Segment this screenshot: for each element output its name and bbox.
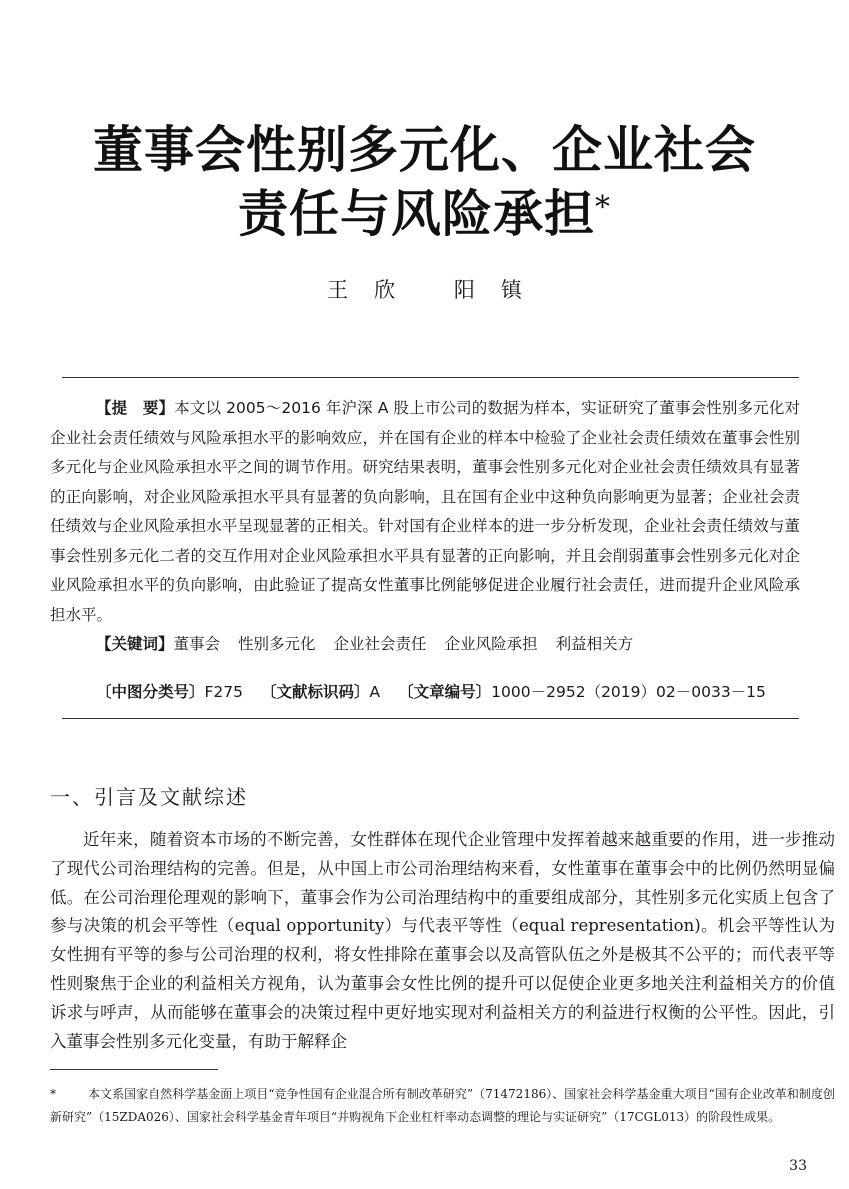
title-line-2-text: 责任与风险承担 (238, 184, 595, 243)
body-text (50, 826, 835, 1056)
abstract-label: 【提 要】 (96, 399, 175, 417)
page-number: 33 (789, 1158, 807, 1174)
keyword: 企业风险承担 (444, 635, 538, 653)
keyword: 性别多元化 (238, 635, 316, 653)
article-no-label: 〔文章编号〕 (398, 683, 492, 701)
abstract-paragraph (50, 394, 800, 630)
keyword: 企业社会责任 (333, 635, 427, 653)
doc-code-label: 〔文献标识码〕 (261, 683, 370, 701)
title-line-1: 董事会性别多元化、企业社会 (93, 120, 756, 179)
footnote-text: 本文系国家自然科学基金面上项目“竞争性国有企业混合所有制改革研究”（71472186）、国家社会科学基金重大项目“国有企业改革和制度创新研究”（15ZDA026）、国家社会科学基金青年项目“并购视角下企业杠杆率动态调整的理论与实证研究”（17CGL013）的阶段性成果。 (50, 1087, 835, 1124)
bottom-divider (62, 718, 799, 719)
abstract-block (50, 394, 800, 660)
top-divider (62, 377, 799, 378)
authors: 王欣 阳镇 (327, 278, 548, 302)
classification-line (96, 680, 766, 702)
footnote-divider (50, 1069, 218, 1070)
keyword: 董事会 (173, 635, 221, 653)
abstract-text: 本文以 2005～2016 年沪深 A 股上市公司的数据为样本，实证研究了董事会性别多元化对企业社会责任绩效与风险承担水平的影响效应，并在国有企业的样本中检验了企业社会责任绩效在董事会性别多元化与企业风险承担水平之间的调节作用。研究结果表明，董事会性别多元化对企业社会责任绩效具有显著的正向影响，对企业风险承担水平具有显著的负向影响，且在国有企业中这种负向影响更为显著；企业社会责任绩效与企业风险承担水平呈现显著的正相关。针对国有企业样本的进一步分析发现，企业社会责任绩效与董事会性别多元化二者的交互作用对企业风险承担水平具有显著的正向影响，并且会削弱董事会性别多元化对企业风险承担水平的负向影响，由此验证了提高女性董事比例能够促进企业履行社会责任，进而提升企业风险承担水平。 (50, 399, 800, 624)
keyword: 利益相关方 (555, 635, 634, 653)
body-paragraph: 近年来，随着资本市场的不断完善，女性群体在现代企业管理中发挥着越来越重要的作用，进一步推动了现代公司治理结构的完善。但是，从中国上市公司治理结构来看，女性董事在董事会中的比例仍然明显偏低。在公司治理伦理观的影响下，董事会作为公司治理结构中的重要组成部分，其性别多元化实质上包含了参与决策的机会平等性（equal opportunity）与代表平等性（equal representation)。机会平等性认为女性拥有平等的参与公司治理的权利，将女性排除在董事会以及高管队伍之外是极其不公平的；而代表平等性则聚焦于企业的利益相关方视角，认为董事会女性比例的提升可以促使企业更多地关注利益相关方的价值诉求与呼声，从而能够在董事会的决策过程中更好地实现对利益相关方的利益进行权衡的公平性。因此，引入董事会性别多元化变量，有助于解释企 (50, 830, 835, 1051)
article-no-value: 1000－2952（2019）02－0033－15 (491, 683, 766, 701)
paper-title (0, 118, 849, 246)
section-heading: 一、引言及文献综述 (50, 785, 248, 809)
title-line-2 (0, 182, 849, 246)
footnote (50, 1083, 835, 1129)
keywords-label: 【关键词】 (96, 635, 174, 653)
clc-label: 〔中图分类号〕 (96, 683, 205, 701)
doc-code-value: A (369, 683, 381, 701)
title-footnote-mark: * (595, 190, 611, 225)
keywords-line (50, 630, 800, 660)
footnote-mark: * (50, 1087, 56, 1101)
clc-value: F275 (204, 683, 244, 701)
